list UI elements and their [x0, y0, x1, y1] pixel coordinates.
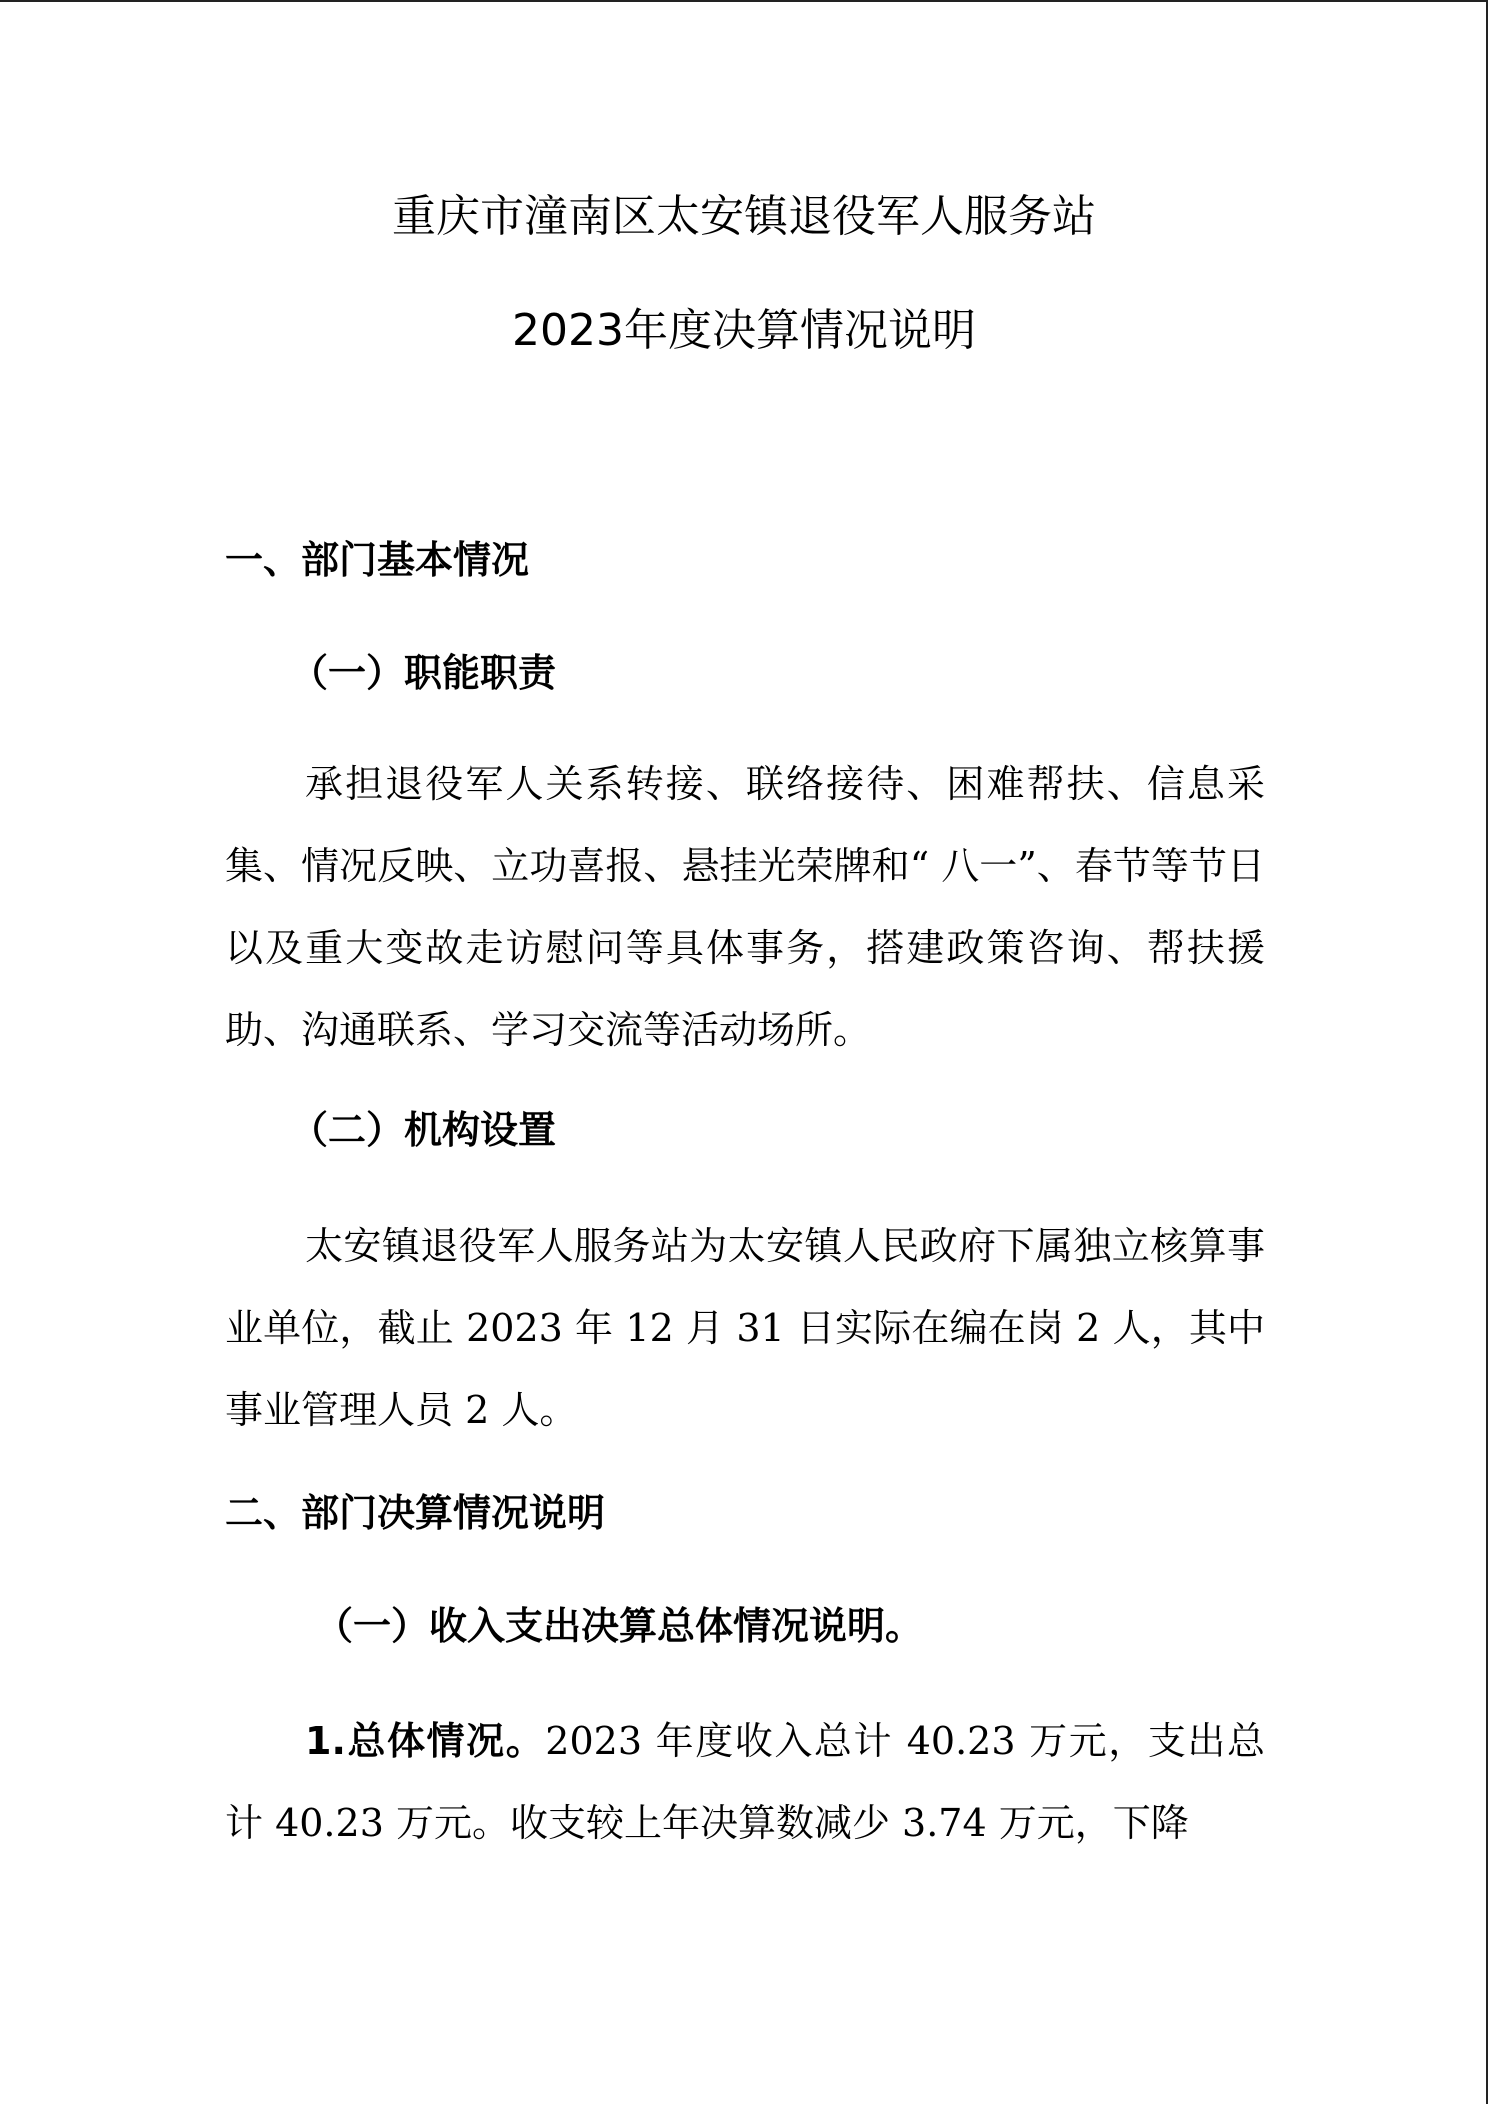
section2-sub1-heading: （一）收入支出决算总体情况说明。 [315, 1603, 924, 1648]
section1-sub2-heading: （二）机构设置 [290, 1107, 557, 1152]
section1-sub1-paragraph: 承担退役军人关系转接、联络接待、困难帮扶、信息采集、情况反映、立功喜报、悬挂光荣牌和“ 八一”、春节等节日以及重大变故走访慰问等具体事务，搭建政策咨询、帮扶援助、沟通联系、学习交流等活动场所。 [225, 762, 1265, 1052]
document-title-line2: 2023年度决算情况说明 [512, 305, 976, 356]
section2-item1-lead: 1.总体情况。 [305, 1719, 546, 1763]
document-title-line1: 重庆市潼南区太安镇退役军人服务站 [392, 191, 1096, 242]
section1-sub2-paragraph: 太安镇退役军人服务站为太安镇人民政府下属独立核算事业单位，截止 2023 年 12 月 31 日实际在编在岗 2 人，其中事业管理人员 2 人。 [225, 1224, 1265, 1432]
section2-item1-paragraph [225, 1700, 1265, 1864]
section2-item1-text: 2023 年度收入总计 40.23 万元，支出总计 40.23 万元。收支较上年决算数减少 3.74 万元，下降 [225, 1719, 1265, 1845]
section1-sub1-heading: （一）职能职责 [290, 650, 557, 695]
section1-heading: 一、部门基本情况 [225, 537, 530, 582]
section2-heading: 二、部门决算情况说明 [225, 1490, 606, 1535]
